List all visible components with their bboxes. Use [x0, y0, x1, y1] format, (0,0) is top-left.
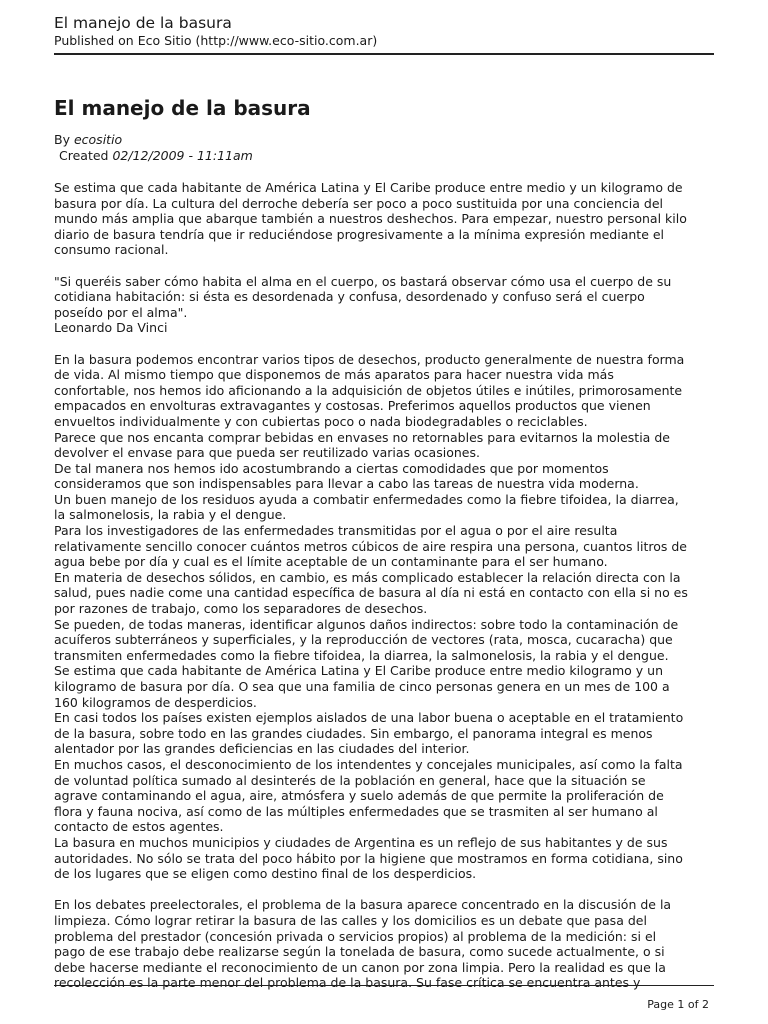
text-line: poseído por el alma". — [54, 304, 188, 320]
text-line: Un buen manejo de los residuos ayuda a combatir enfermedades como la fiebre tifoidea, la diarrea, — [54, 491, 679, 507]
text-line: relativamente sencillo conocer cuántos metros cúbicos de aire respira una persona, cuantos litros de — [54, 538, 687, 554]
paragraph — [54, 352, 714, 882]
text-line: de voluntad política sumado al desinterés de la población en general, hace que la situación se — [54, 772, 646, 788]
text-line: En la basura podemos encontrar varios tipos de desechos, producto generalmente de nuestra forma — [54, 351, 685, 367]
created-label: Created — [59, 148, 109, 163]
text-line: diario de basura tendría que ir reduciéndose progresivamente a la mínima expresión mediante el — [54, 226, 665, 242]
text-line: De tal manera nos hemos ido acostumbrando a ciertas comodidades que por momentos — [54, 460, 609, 476]
text-line: cotidiana habitación: si ésta es desordenada y confusa, desordenado y confuso será el cuerpo — [54, 289, 645, 305]
text-line: En materia de desechos sólidos, en cambio, es más complicado establecer la relación directa con la — [54, 569, 681, 585]
text-line: debe hacerse mediante el reconocimiento de un canon por zona limpia. Pero la realidad es que la — [54, 959, 666, 975]
text-line: En muchos casos, el desconocimiento de los intendentes y concejales municipales, así como la falta — [54, 756, 683, 772]
article-title: El manejo de la basura — [54, 96, 311, 120]
paragraph — [54, 897, 714, 991]
text-line: pago de ese trabajo debe realizarse según la tonelada de basura, como sucede actualmente, o si — [54, 944, 665, 960]
page-number: Page 1 of 2 — [647, 998, 709, 1011]
text-line: autoridades. No sólo se trata del poco hábito por la higiene que mostramos en forma cotidiana, sino — [54, 850, 683, 866]
text-line: alentador por las grandes deficiencias en las ciudades del interior. — [54, 741, 470, 757]
text-line: de la basura, sobre todo en las grandes ciudades. Sin embargo, el panorama integral es menos — [54, 725, 653, 741]
text-line: por razones de trabajo, como los separadores de desechos. — [54, 601, 428, 617]
text-line: En casi todos los países existen ejemplos aislados de una labor buena o aceptable en el tratamiento — [54, 710, 684, 726]
text-line: Leonardo Da Vinci — [54, 320, 168, 336]
created-date: 02/12/2009 - 11:11am — [112, 148, 253, 163]
text-line: basura por día. La cultura del derroche debería ser poco a poco sustituida por una conciencia del — [54, 195, 663, 211]
text-line: recolección es la parte menor del problema de la basura. Su fase crítica se encuentra antes y — [54, 975, 641, 991]
header-divider — [54, 53, 714, 55]
text-line: la salmonelosis, la rabia y el dengue. — [54, 507, 287, 523]
text-line: agua bebe por día y cual es el límite aceptable de un contaminante para el ser humano. — [54, 554, 608, 570]
text-line: consumo racional. — [54, 242, 169, 258]
created-line — [54, 148, 714, 164]
text-line: Para los investigadores de las enfermedades transmitidas por el agua o por el aire resulta — [54, 523, 618, 539]
text-line: Se pueden, de todas maneras, identificar algunos daños indirectos: sobre todo la contaminación de — [54, 616, 679, 632]
author-name: ecositio — [73, 132, 123, 147]
text-line: mundo más amplia que abarque también a nuestros deshechos. Para empezar, nuestro personal kilo — [54, 211, 687, 227]
text-line: La basura en muchos municipios y ciudades de Argentina es un reflejo de sus habitantes y de sus — [54, 834, 668, 850]
text-line: confortable, nos hemos ido aficionando a la adquisición de objetos útiles e inútiles, primorosamente — [54, 382, 683, 398]
text-line: agrave contaminando el agua, aire, atmósfera y suelo además de que permite la proliferación de — [54, 788, 664, 804]
text-line: Parece que nos encanta comprar bebidas en envases no retornables para evitarnos la molestia de — [54, 429, 670, 445]
text-line: flora y fauna nociva, así como de las múltiples enfermedades que se trasmiten al ser humano al — [54, 803, 658, 819]
text-line: acuíferos subterráneos y superficiales, y la reproducción de vectores (rata, mosca, cucaracha) que — [54, 632, 673, 648]
text-line: problema del prestador (concesión privada o servicios propios) al problema de la medición: si el — [54, 928, 657, 944]
text-line: kilogramo de basura por día. O sea que una familia de cinco personas genera en un mes de 100 a — [54, 679, 670, 694]
text-line: transmiten enfermedades como la fiebre tifoidea, la diarrea, la salmonelosis, la rabia y el dengue. — [54, 647, 669, 663]
article-body — [54, 180, 714, 991]
text-line: de los lugares que se eligen como destino final de los desperdicios. — [54, 866, 477, 882]
text-line: salud, pues nadie come una cantidad específica de basura al día ni está en contacto con ella si no es — [54, 585, 688, 601]
text-line: "Si queréis saber cómo habita el alma en el cuerpo, os bastará observar cómo usa el cuerpo de su — [54, 273, 672, 289]
byline — [54, 132, 714, 148]
text-line: En los debates preelectorales, el problema de la basura aparece concentrado en la discusión de la — [54, 897, 672, 913]
paragraph — [54, 274, 714, 336]
article-meta — [54, 132, 714, 164]
print-header — [54, 13, 714, 49]
text-line: de vida. Al mismo tiempo que disponemos de más aparatos para hacer nuestra vida más — [54, 367, 614, 383]
text-line: Se estima que cada habitante de América Latina y El Caribe produce entre medio kilogramo y un — [54, 663, 664, 679]
article — [54, 94, 714, 1006]
text-line: empacados en envolturas extravagantes y costosas. Preferimos aquellos productos que vienen — [54, 398, 651, 414]
text-line: 160 kilogramos de desperdicios. — [54, 694, 257, 710]
text-line: limpieza. Cómo lograr retirar la basura de las calles y los domicilios es un debate que pasa del — [54, 912, 647, 928]
footer-divider — [54, 985, 714, 986]
text-line: envueltos individualmente y con cubiertas poco o nada biodegradables o reciclables. — [54, 413, 588, 429]
text-line: consideramos que son indispensables para llevar a cabo las tareas de nuestra vida moderna. — [54, 476, 639, 492]
text-line: Se estima que cada habitante de América Latina y El Caribe produce entre medio y un kilogramo de — [54, 180, 683, 195]
by-label: By — [54, 132, 70, 147]
text-line: contacto de estos agentes. — [54, 819, 224, 835]
header-title: El manejo de la basura — [54, 14, 232, 32]
paragraph — [54, 180, 714, 258]
published-source: Published on Eco Sitio (http://www.eco-sitio.com.ar) — [54, 33, 378, 48]
text-line: devolver el envase para que pueda ser reutilizado varias ocasiones. — [54, 445, 480, 461]
